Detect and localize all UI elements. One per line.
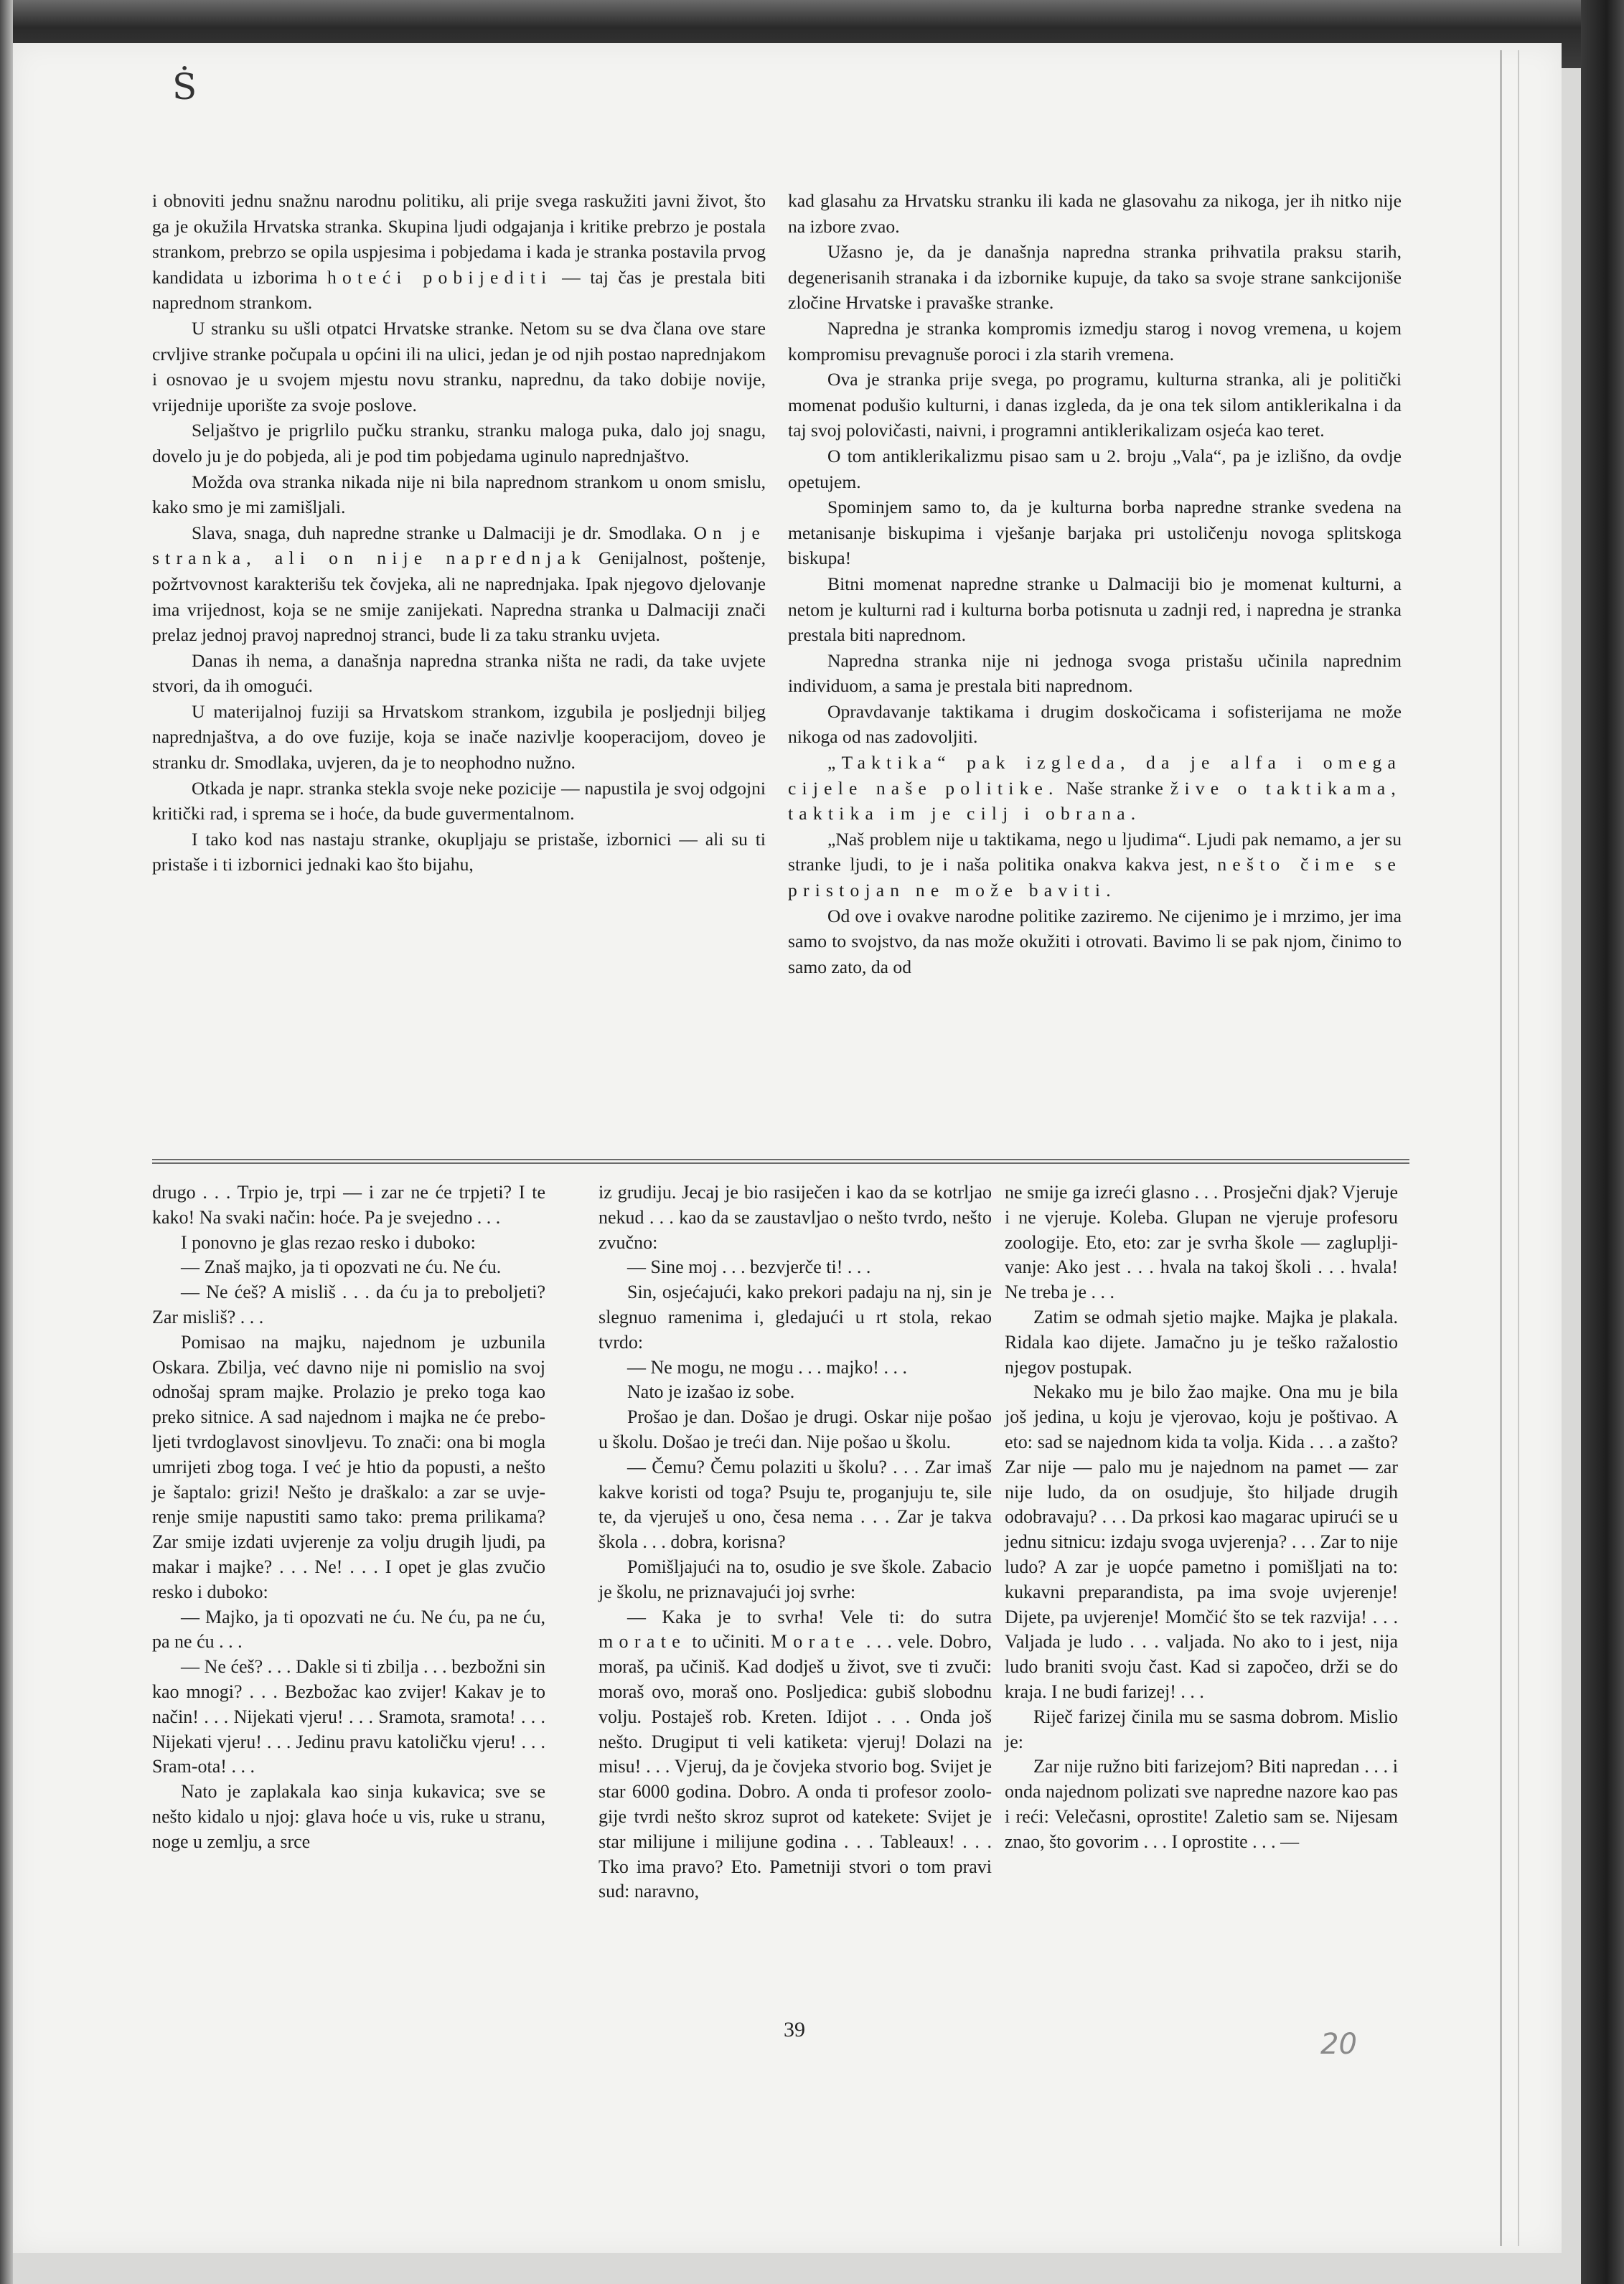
scan-edge-left: [0, 0, 13, 2284]
paragraph: [788, 367, 1402, 443]
section-divider-second-rule: [152, 1162, 1409, 1164]
paragraph: [152, 1231, 545, 1256]
paragraph-text: Seljaštvo je prigrlilo pučku stranku, stranku maloga puka, dalo joj snagu, dovelo ju je do pobjeda, ali je pod tim pobjedama uginulo naprednjaštvo.: [152, 420, 766, 466]
paragraph-text: Nato je izašao iz sobe.: [627, 1381, 795, 1403]
paragraph-text: kad glasahu za Hrvatsku stranku ili kada ne glasovahu za nikoga, jer ih nitko nije na izbore zvao.: [788, 190, 1402, 237]
paragraph: [152, 1180, 545, 1231]
paragraph-text: — Ne ćeš? A misliš . . . da ću ja to preboljeti? Zar misliš? . . .: [152, 1282, 545, 1327]
paragraph-text: Napredna je stranka kompromis izmedju starog i novog vremena, u kojem kompromisu prevagnuše poroci i zla starih vremena.: [788, 317, 1402, 365]
article-column-left: [152, 188, 766, 878]
paragraph-text: Možda ova stranka nikada nije ni bila naprednom strankom u onom smislu, kako smo je mi zamišljali.: [152, 471, 766, 518]
paragraph: [152, 188, 766, 316]
paragraph: [152, 827, 766, 878]
paragraph-text: — Majko, ja ti opozvati ne ću. Ne ću, pa ne ću, pa ne ću . . .: [152, 1606, 545, 1653]
paragraph-text: Danas ih nema, a današnja napredna stranka ništa ne radi, da take uvjete stvori, da ih omogući.: [152, 649, 766, 697]
paragraph-text: I ponovno je glas rezao resko i duboko:: [181, 1231, 476, 1253]
article-column-right: [788, 188, 1402, 979]
spaced-emphasis-text: hoteći pobijediti: [327, 266, 553, 288]
paragraph-text: Ova je stranka prije svega, po programu, kulturna stranka, ali je politički momenat podušio kulturni, i danas izgleda, da je ona tek silom antiklerikalna i da taj svoj polovičasti, naivni, i programni antiklerikalizam osjeća kao teret.: [788, 369, 1402, 441]
paragraph: [599, 1405, 992, 1455]
page-rim: [1500, 50, 1519, 2246]
paragraph-text: Genijalnost, poštenje, požrtvovnost karakterišu tek čovjeka, ali ne naprednjaka. Ipak njegovo djelovanje ima vrijednost, koja se ne smije zanijekati. Napredna stranka u Dalmaciji znači prelaz jednoj pravoj naprednoj stranci, bude li za taku stranku uvjeta.: [152, 547, 766, 646]
section-divider: [152, 1159, 1409, 1160]
paragraph-text: U materijalnoj fuziji sa Hrvatskom strankom, izgubila je posljednji biljeg naprednjaštva, a do ove fuzije, koja se inače nazivlje kooperacijom, doveo je stranku dr. Smodlaka, uvjeren, da je to neophodno nužno.: [152, 700, 766, 774]
spaced-emphasis-text: On je stranka, ali on nije naprednjak: [152, 522, 766, 569]
paragraph-text: Otkada je napr. stranka stekla svoje neke pozicije — napustila je svoj odgojni kritički rad, i sprema se i hoće, da bude guvermentalnom.: [152, 777, 766, 824]
paragraph-text: Napredna stranka nije ni jednoga svoga pristašu učinila naprednim individuom, a sama je prestala biti naprednom.: [788, 649, 1402, 697]
paragraph: [788, 443, 1402, 494]
paragraph: [788, 571, 1402, 648]
paragraph-text: ne smije ga izreći glasno . . . Prosječni djak? Vjeruje i ne vjeruje. Koleba. Glupan ne vjeruje profesoru zoologije. Eto, eto: zar je svrha škole — zaglupljivanje: Ako jest . . . hvala na takoj školi . . . hvala! Ne treba je . . .: [1005, 1182, 1398, 1303]
paragraph-text: Bitni momenat napredne stranke u Dalmaciji bio je momenat kulturni, a netom je kulturni rad i kulturna borba potisnuta u zadnji red, i napredna je stranka prestala biti naprednom.: [788, 573, 1402, 646]
spaced-emphasis-text: morate: [599, 1631, 687, 1653]
paragraph-text: Zatim se odmah sjetio majke. Majka je plakala. Ridala kao dijete. Jamačno ju je teško ražalostio njegov postupak.: [1005, 1306, 1398, 1378]
paragraph-text: Naše stranke: [1059, 777, 1170, 799]
paragraph: [152, 648, 766, 699]
paragraph: [1005, 1380, 1398, 1704]
paragraph: [1005, 1705, 1398, 1755]
paragraph: [788, 239, 1402, 316]
paragraph: [788, 316, 1402, 367]
paragraph: [152, 1605, 545, 1655]
paragraph-text: i obnoviti jednu snažnu narodnu politiku, ali prije svega raskužiti javni život, što ga je okužila Hrvatska stranka. Skupina ljudi odgajanja i kritike prebrzo je postala strankom, prebrzo se opila uspjesima i pobjedama i kada je stranka postavila prvog kandidata u izborima: [152, 190, 766, 288]
paragraph-text: Slava, snaga, duh napredne stranke u Dalmaciji je dr. Smodlaka.: [192, 522, 694, 543]
paragraph-text: Zar nije ružno biti farizejom? Biti napredan . . . i onda najednom polizati sve napredne nazore kao pas i reći: Velečasni, oprostite! Zaletio sam se. Nijesam znao, što govorim . . . I oprostite . . . —: [1005, 1756, 1398, 1852]
paragraph: [152, 1255, 545, 1280]
paragraph: [152, 776, 766, 827]
paragraph-text: Pomisao na majku, najednom je uzbunila Oskara. Zbilja, već davno nije ni pomislio na svoj odnošaj spram majke. Prolazio je preko toga kao preko sitnice. A sad najednom i majka ne će preboljeti tvrdoglavost sinovljevu. To znači: ona bi mogla umrijeti zbog toga. I već je htio da popusti, a nešto je šaptalo: grizi! Nešto je draškalo: a zar se uvjerenje smije napustiti samo tako: prema prilikama? Zar smije izdati uvjerenje za volju drugih ljudi, pa makar i majke? . . . Ne! . . . I opet je glas zvučio resko i duboko:: [152, 1331, 545, 1602]
paragraph-text: Od ove i ovakve narodne politike zaziremo. Ne cijenimo je i mrzimo, jer ima samo to svojstvo, da nas može okužiti i otrovati. Bavimo li se pak njom, činimo to samo zato, da od: [788, 905, 1402, 977]
paragraph-text: Sin, osjećajući, kako prekori padaju na nj, sin je slegnuo ramenima i, gledajući u rt stola, rekao tvrdo:: [599, 1282, 992, 1353]
paragraph-text: — Znaš majko, ja ti opozvati ne ću. Ne ću.: [181, 1256, 502, 1278]
scan-edge-right: [1581, 0, 1624, 2284]
paragraph: [599, 1380, 992, 1405]
pencil-note: 20: [1320, 2028, 1357, 2061]
paragraph: [152, 1655, 545, 1780]
paragraph-text: I tako kod nas nastaju stranke, okupljaju se pristaše, izbornici — ali su ti pristaše i ti izbornici jednaki kao što bijahu,: [152, 828, 766, 875]
paragraph-text: Opravdavanje taktikama i drugim doskočicama i sofisterijama ne može nikoga od nas zadovoljiti.: [788, 700, 1402, 748]
paragraph-text: . . . vele. Dobro, moraš, pa učiniš. Kad dodješ u život, sve ti zvuči: moraš ovo, moraš ono. Posljedica: gubiš slobodnu volju. Postaješ rob. Kreten. Idijot . . . Onda još nešto. Drugiput ti veli katiketa: vjeruj! Dolazi na misu! . . . Vjeruj, da je čovjeka stvorio bog. Svijet je star 6000 godina. Dobro. A onda ti profesor zoologije tvrdi nešto skroz suprot od katekete: Svijet je star milijune i milijune godina . . . Tableaux! . . . Tko ima pravo? Eto. Pametniji stvori o tom pravi sud: naravno,: [599, 1631, 992, 1902]
paragraph-text: — Sine moj . . . bezvjerče ti! . . .: [627, 1256, 871, 1278]
paragraph-text: drugo . . . Trpio je, trpi — i zar ne će trpjeti? I te kako! Na svaki način: hoće. Pa je svejedno . . .: [152, 1182, 545, 1228]
paragraph: [788, 827, 1402, 903]
paragraph: [152, 699, 766, 776]
paragraph-text: Spominjem samo to, da je kulturna borba napredne stranke svedena na metanisanje biskupima i vješanje barjaka pri ustoličenju novoga splitskoga biskupa!: [788, 497, 1402, 569]
paragraph: [599, 1355, 992, 1381]
paragraph-text: Prošao je dan. Došao je drugi. Oskar nije pošao u školu. Došao je treći dan. Nije pošao u školu.: [599, 1406, 992, 1452]
paragraph-text: iz grudiju. Jecaj je bio rasiječen i kao da se kotrljao nekud . . . kao da se zaustavljao o nešto tvrdo, nešto zvučno:: [599, 1182, 992, 1253]
paragraph: [788, 699, 1402, 750]
paragraph: [152, 316, 766, 418]
paragraph: [1005, 1180, 1398, 1305]
paragraph: [1005, 1305, 1398, 1380]
paragraph: [599, 1605, 992, 1905]
paragraph-text: — Čemu? Čemu polaziti u školu? . . . Zar imaš kakve koristi od toga? Psuju te, proganjuju te, sile te, da vjeruješ u ono, česa nema . . . Zar je takva škola . . . dobra, korisna?: [599, 1456, 992, 1553]
paragraph-text: to učiniti.: [686, 1631, 771, 1653]
spaced-emphasis-text: žive o taktikama, taktika im je cilj i obrana.: [788, 777, 1402, 824]
paragraph: [599, 1255, 992, 1280]
paragraph: [152, 469, 766, 520]
paragraph-text: — taj čas je prestala biti naprednom strankom.: [152, 266, 766, 314]
paragraph: [599, 1180, 992, 1255]
paragraph: [599, 1555, 992, 1605]
paragraph: [599, 1280, 992, 1355]
spaced-emphasis-text: nešto čime se pristojan ne može baviti.: [788, 854, 1402, 901]
paragraph-text: — Ne ćeš? . . . Dakle si ti zbilja . . . bezbožni sin kao mnogi? . . . Bezbožac kao zvijer! Kakav je to način! . . . Nijekati vjeru! . . . Sramota, sramota! . . . Nijekati vjeru! . . . Jedinu pravu katoličku vjeru! . . . Sram-ota! . . .: [152, 1656, 545, 1777]
paragraph: [788, 750, 1402, 827]
paragraph-text: Pomišljajući na to, osudio je sve škole. Zabacio je školu, ne priznavajući joj svrhe:: [599, 1556, 992, 1602]
paragraph: [788, 903, 1402, 980]
paragraph: [152, 1280, 545, 1330]
paragraph: [152, 520, 766, 648]
paragraph: [788, 188, 1402, 239]
page-number: 39: [784, 2018, 805, 2041]
corner-mark: Ṡ: [172, 66, 197, 108]
paragraph-text: U stranku su ušli otpatci Hrvatske stranke. Netom su se dva člana ove stare crvljive stranke počupala u općini ili na ulici, jedan je od njih postao naprednjakom i osnovao je u svojem mjestu novu stranku, naprednu, da tako dobije novije, vrijednije uporište za svoje poslove.: [152, 317, 766, 415]
paragraph-text: Nekako mu je bilo žao majke. Ona mu je bila još jedina, u koju je vjerovao, koju je poštivao. A eto: sad se najednom kida ta volja. Kida . . . a zašto? Zar nije — palo mu je najednom na pamet — zar nije ludo, da on osudjuje, što hiljade drugih odobravaju? . . . Da prkosi kao magarac upirući se u jednu sitnicu: izdaju svoga uvjerenja? . . . Zar to nije ludo? A zar je uopće pametno i pomišljati na to: kukavni preparandista, pa ima svoje uvjerenje! Dijete, pa uvjerenje! Momčić što se tek razvija! . . . Valjada je ludo . . . valjada. No ako to i jest, nija ludo braniti svoju čast. Kad si započeo, drži se do kraja. I ne budi farizej! . . .: [1005, 1381, 1398, 1702]
paragraph: [1005, 1754, 1398, 1854]
story-column-3: [1005, 1180, 1398, 1855]
paragraph-text: — Kaka je to svrha! Vele ti: do sutra: [627, 1606, 992, 1627]
spaced-emphasis-text: „Taktika“ pak izgleda, da je alfa i omega cijele naše politike.: [788, 752, 1402, 799]
paragraph-text: Riječ farizej činila mu se sasma dobrom. Mislio je:: [1005, 1706, 1398, 1752]
paragraph: [152, 418, 766, 469]
paragraph: [788, 494, 1402, 571]
paragraph: [788, 648, 1402, 699]
paragraph: [599, 1455, 992, 1555]
paragraph-text: O tom antiklerikalizmu pisao sam u 2. broju „Vala“, pa je izlišno, da ovdje opetujem.: [788, 445, 1402, 492]
story-column-2: [599, 1180, 992, 1904]
story-column-1: [152, 1180, 545, 1855]
spaced-emphasis-text: Morate: [770, 1631, 860, 1653]
paragraph-text: — Ne mogu, ne mogu . . . majko! . . .: [627, 1356, 907, 1378]
paragraph: [152, 1330, 545, 1605]
paragraph-text: „Naš problem nije u taktikama, nego u ljudima“. Ljudi pak nemamo, a jer su stranke ljudi, to je i naša politika onakva kakva jest,: [788, 828, 1402, 875]
paragraph-text: Nato je zaplakala kao sinja kukavica; sve se nešto kidalo u njoj: glava hoće u vis, ruke u stranu, noge u zemlju, a srce: [152, 1781, 545, 1852]
paragraph-text: Užasno je, da je današnja napredna stranka prihvatila praksu starih, degenerisanih stranaka i da izbornike kupuje, da tako sa svoje strane sankcijoniše zločine Hrvatske i pravaške stranke.: [788, 241, 1402, 314]
paragraph: [152, 1780, 545, 1854]
